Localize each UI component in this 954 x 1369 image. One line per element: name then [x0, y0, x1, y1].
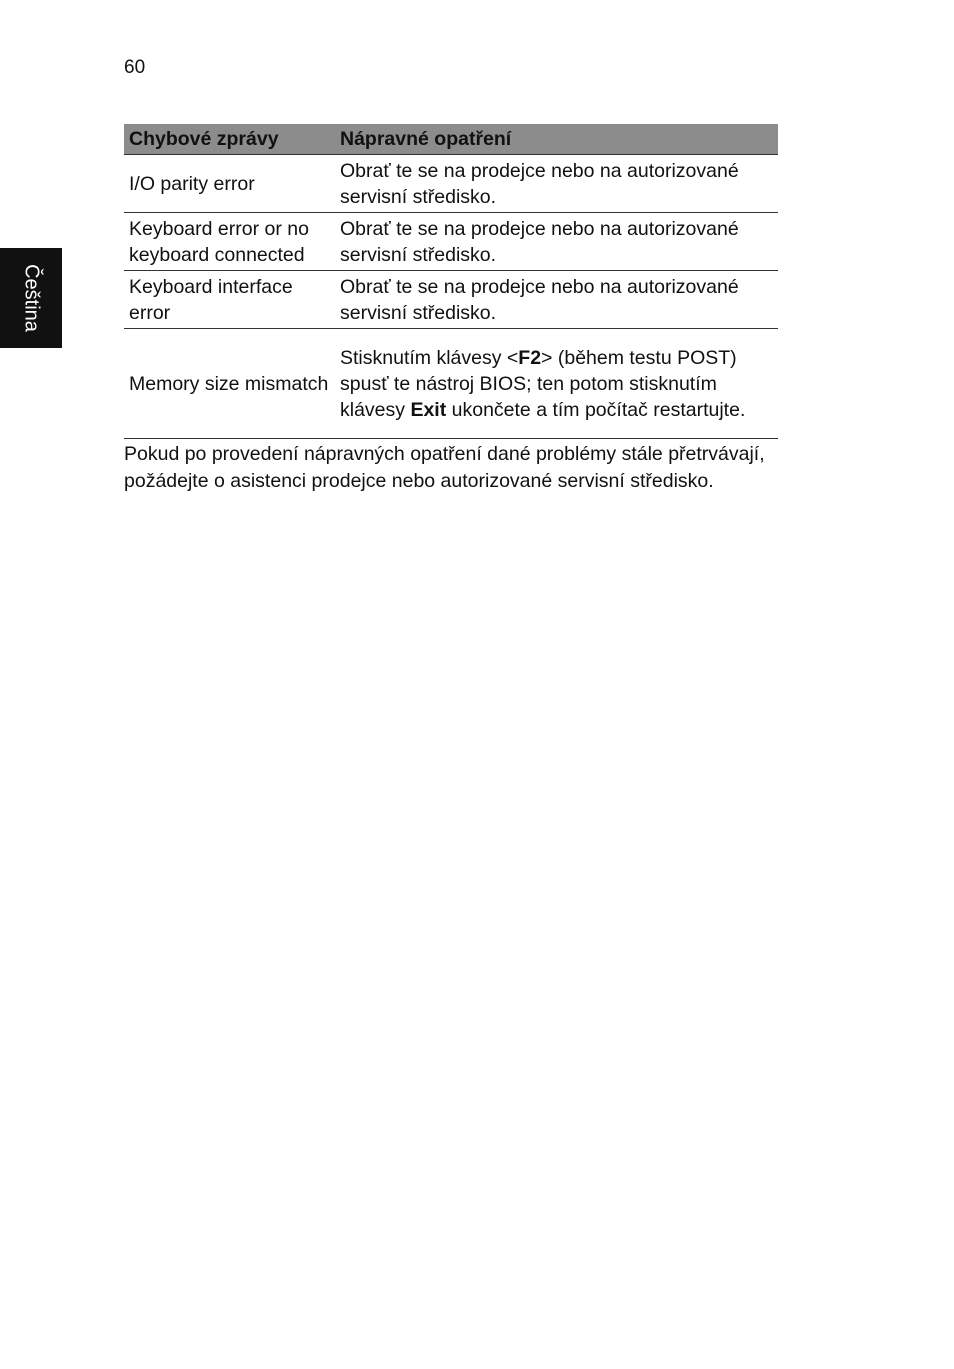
- error-cell: Memory size mismatch: [124, 329, 335, 439]
- table-row: [124, 329, 778, 439]
- action-text: > (během testu POST) spusť te nástroj BIOS; ten potom stisknutím klávesy: [340, 346, 737, 421]
- table-row: [124, 271, 778, 329]
- language-side-tab: [0, 248, 62, 348]
- language-side-tab-label: Čeština: [20, 264, 43, 332]
- error-messages-table: [124, 124, 778, 439]
- table-header-row: [124, 124, 778, 155]
- footer-note: Pokud po provedení nápravných opatření dané problémy stále přetrvávají, požádejte o asistenci prodejce nebo autorizované servisní středisko.: [124, 443, 765, 492]
- action-cell: Obrať te se na prodejce nebo na autorizované servisní středisko.: [335, 271, 778, 329]
- action-text: ukončete a tím počítač restartujte.: [446, 398, 746, 421]
- action-text: Stisknutím klávesy <: [340, 346, 519, 369]
- error-cell: I/O parity error: [124, 155, 335, 213]
- column-header-corrective-action: Nápravné opatření: [335, 124, 778, 155]
- page-number: 60: [124, 57, 146, 78]
- key-name-f2: F2: [518, 346, 542, 369]
- error-cell: Keyboard interface error: [124, 271, 335, 329]
- table-row: [124, 213, 778, 271]
- column-header-error-messages: Chybové zprávy: [124, 124, 335, 155]
- action-cell: Obrať te se na prodejce nebo na autorizované servisní středisko.: [335, 213, 778, 271]
- key-name-exit: Exit: [410, 398, 447, 421]
- action-cell: [335, 329, 778, 439]
- table-row: [124, 155, 778, 213]
- error-cell: Keyboard error or no keyboard connected: [124, 213, 335, 271]
- action-cell: Obrať te se na prodejce nebo na autorizované servisní středisko.: [335, 155, 778, 213]
